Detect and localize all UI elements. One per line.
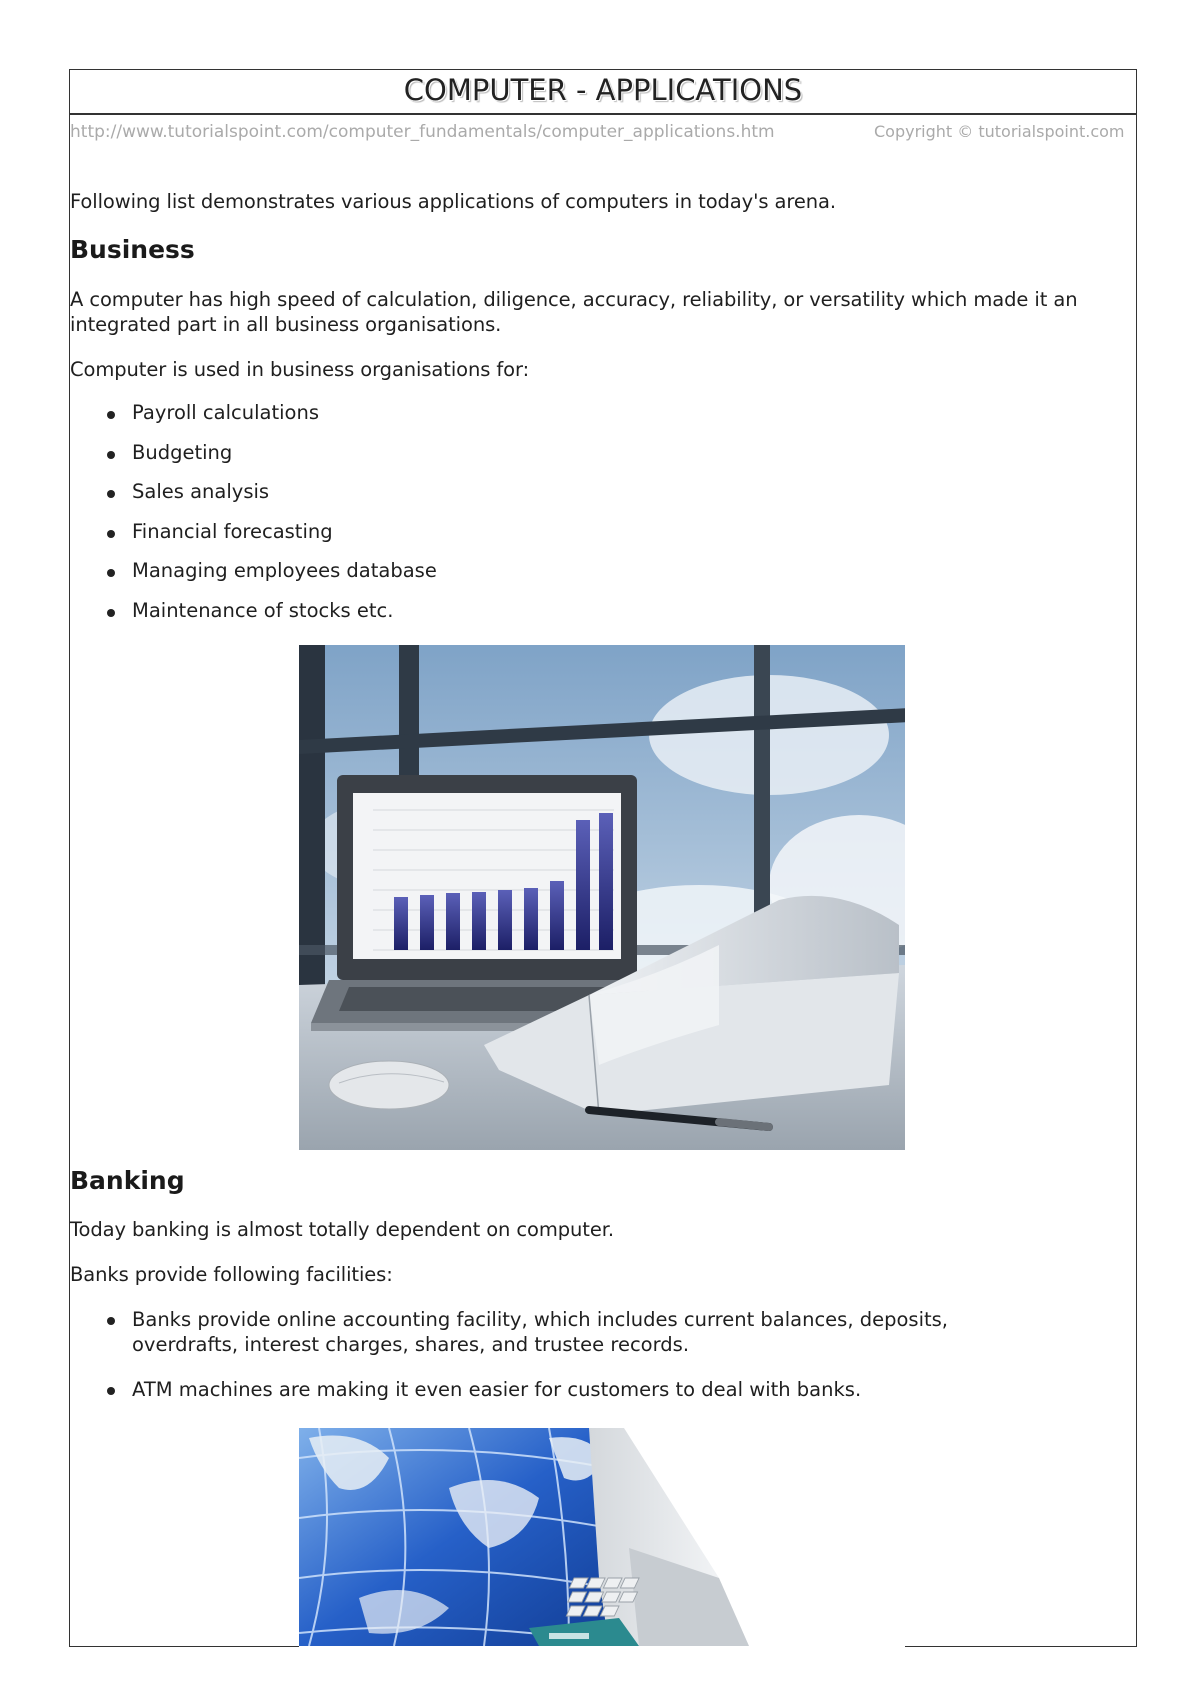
business-paragraph: A computer has high speed of calculation, diligence, accuracy, reliability, or versatility which made it an integrated part in all business organisations. [70,288,1078,336]
frame-bottom-edge-right [905,1646,1137,1647]
banking-paragraph: Today banking is almost totally dependent on computer. [70,1218,614,1241]
frame-bottom-edge-left [69,1646,299,1647]
business-uses-list [70,401,437,638]
business-heading: Business [70,235,195,264]
list-item: Sales analysis [70,480,437,520]
source-url[interactable]: http://www.tutorialspoint.com/computer_fundamentals/computer_applications.htm [70,122,775,142]
list-item: Budgeting [70,441,437,481]
list-item: Financial forecasting [70,520,437,560]
banking-facilities-intro: Banks provide following facilities: [70,1263,393,1286]
intro-paragraph: Following list demonstrates various applications of computers in today's arena. [70,190,836,213]
banking-heading: Banking [70,1166,185,1195]
list-item: Maintenance of stocks etc. [70,599,437,639]
list-item: Banks provide online accounting facility, which includes current balances, deposits, overdrafts, interest charges, shares, and trustee records. [70,1307,1110,1377]
banking-facilities-list [70,1307,1110,1402]
list-item: ATM machines are making it even easier for customers to deal with banks. [70,1377,1110,1402]
business-uses-intro: Computer is used in business organisations for: [70,358,530,381]
list-item: Managing employees database [70,559,437,599]
list-item: Payroll calculations [70,401,437,441]
page-title: COMPUTER - APPLICATIONS [70,70,1136,115]
business-laptop-image [299,645,905,1150]
banking-globe-laptop-image [299,1428,905,1646]
copyright-notice: Copyright © tutorialspoint.com [874,122,1125,141]
